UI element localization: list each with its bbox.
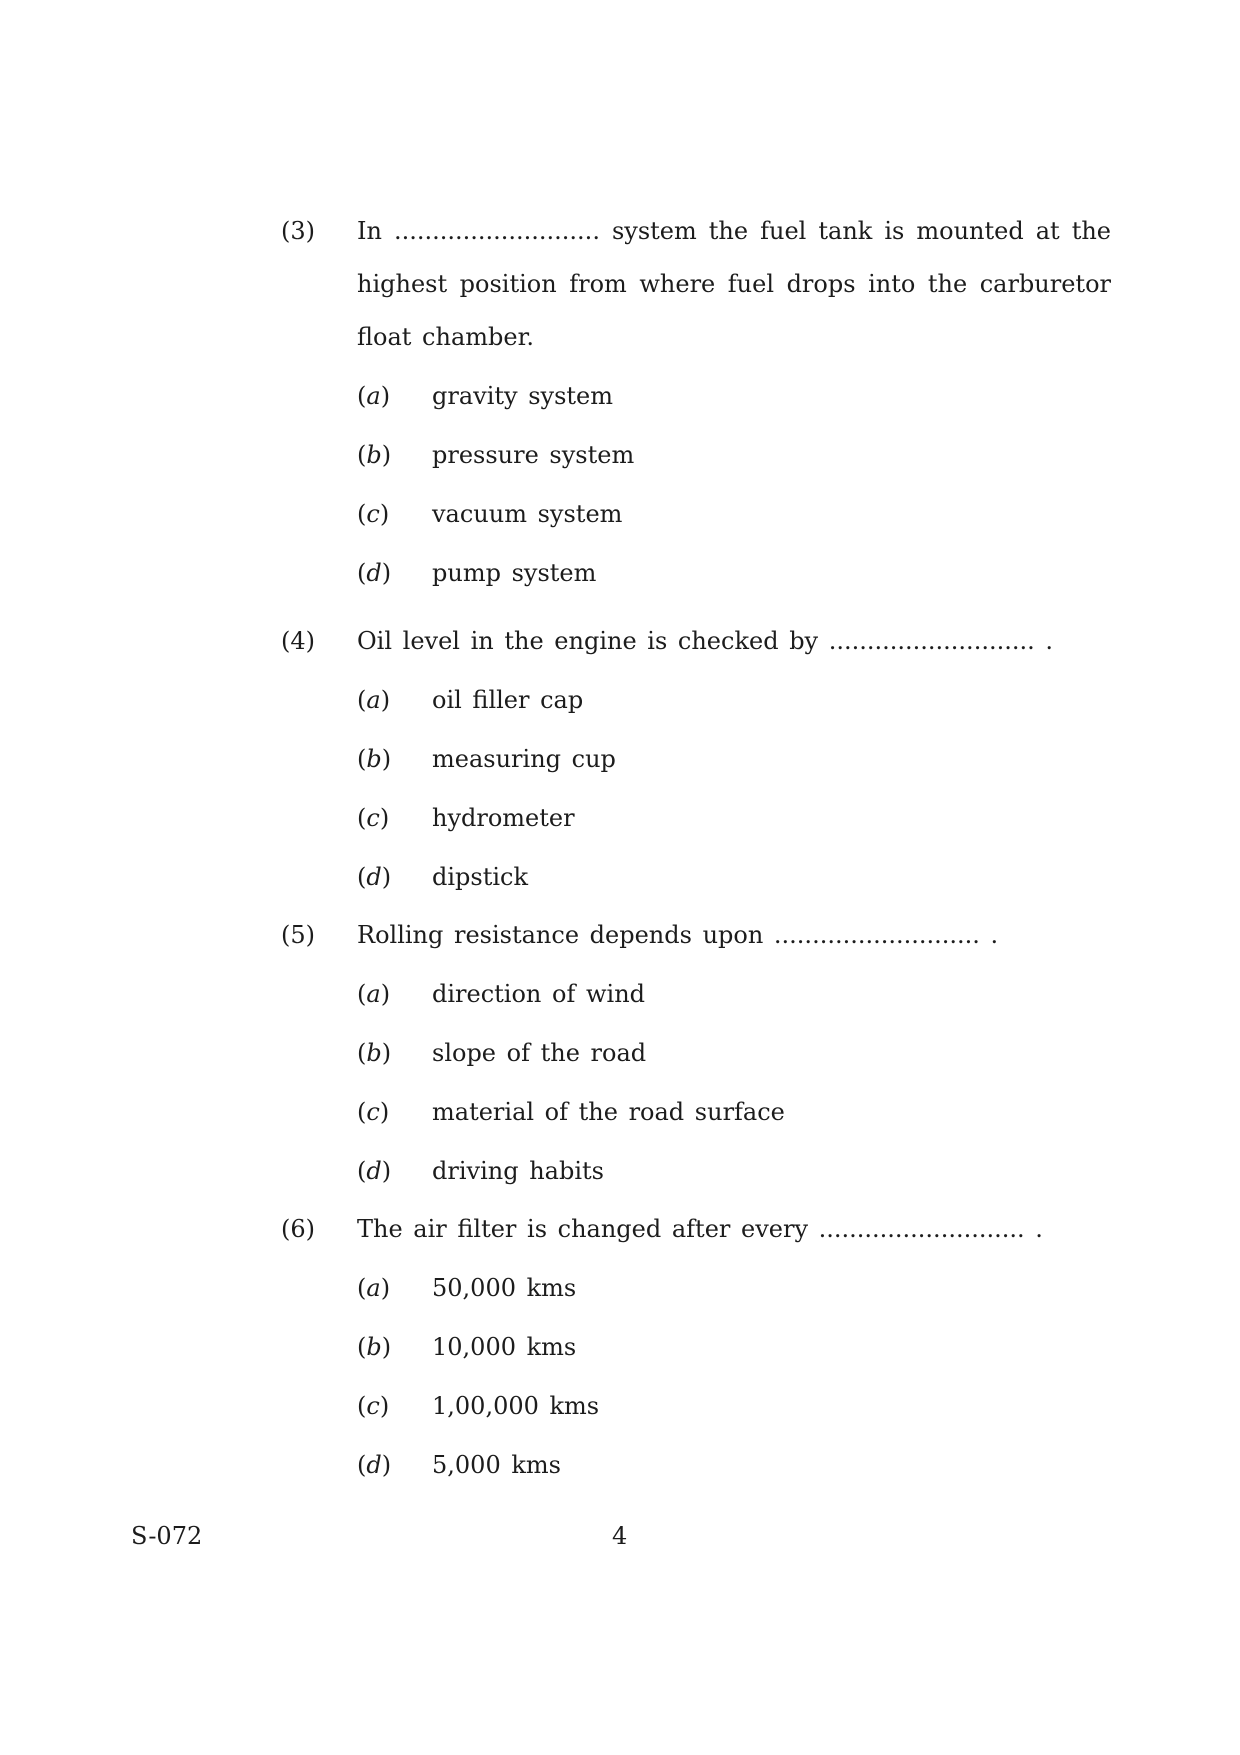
option-d: (d) dipstick [357,863,529,891]
option-list [357,968,1111,1204]
question-3 [281,205,1111,606]
option-b: (b) measuring cup [357,745,616,773]
question-4 [281,615,1111,910]
option-a: (a) direction of wind [357,980,646,1008]
option-c: (c) 1,00,000 kms [357,1392,600,1420]
question-text: Rolling resistance depends upon ........................... . [357,921,999,949]
option-b: (b) 10,000 kms [357,1333,577,1361]
option-list [357,370,1111,606]
question-number: (6) [281,1215,315,1243]
option-d: (d) pump system [357,559,597,587]
option-d: (d) 5,000 kms [357,1451,561,1479]
option-c: (c) material of the road surface [357,1098,785,1126]
question-text: In ........................... system the fuel tank is mounted at the highest position from where fuel drops into the carburetor float chamber. [357,217,1111,351]
question-6 [281,1203,1111,1498]
option-d: (d) driving habits [357,1157,604,1185]
question-number: (4) [281,627,315,655]
question-text: Oil level in the engine is checked by ........................... . [357,627,1053,655]
option-a: (a) 50,000 kms [357,1274,577,1302]
option-c: (c) hydrometer [357,804,575,832]
option-b: (b) pressure system [357,441,635,469]
question-number: (3) [281,217,315,245]
question-text: The air filter is changed after every ........................... . [357,1215,1043,1243]
option-b: (b) slope of the road [357,1039,647,1067]
option-c: (c) vacuum system [357,500,623,528]
paper-code: S-072 [131,1522,203,1550]
option-list [357,1262,1111,1498]
question-5 [281,909,1111,1204]
option-a: (a) oil filler cap [357,686,584,714]
question-number: (5) [281,921,315,949]
option-list [357,674,1111,910]
option-a: (a) gravity system [357,382,614,410]
page-number: 4 [612,1522,628,1550]
